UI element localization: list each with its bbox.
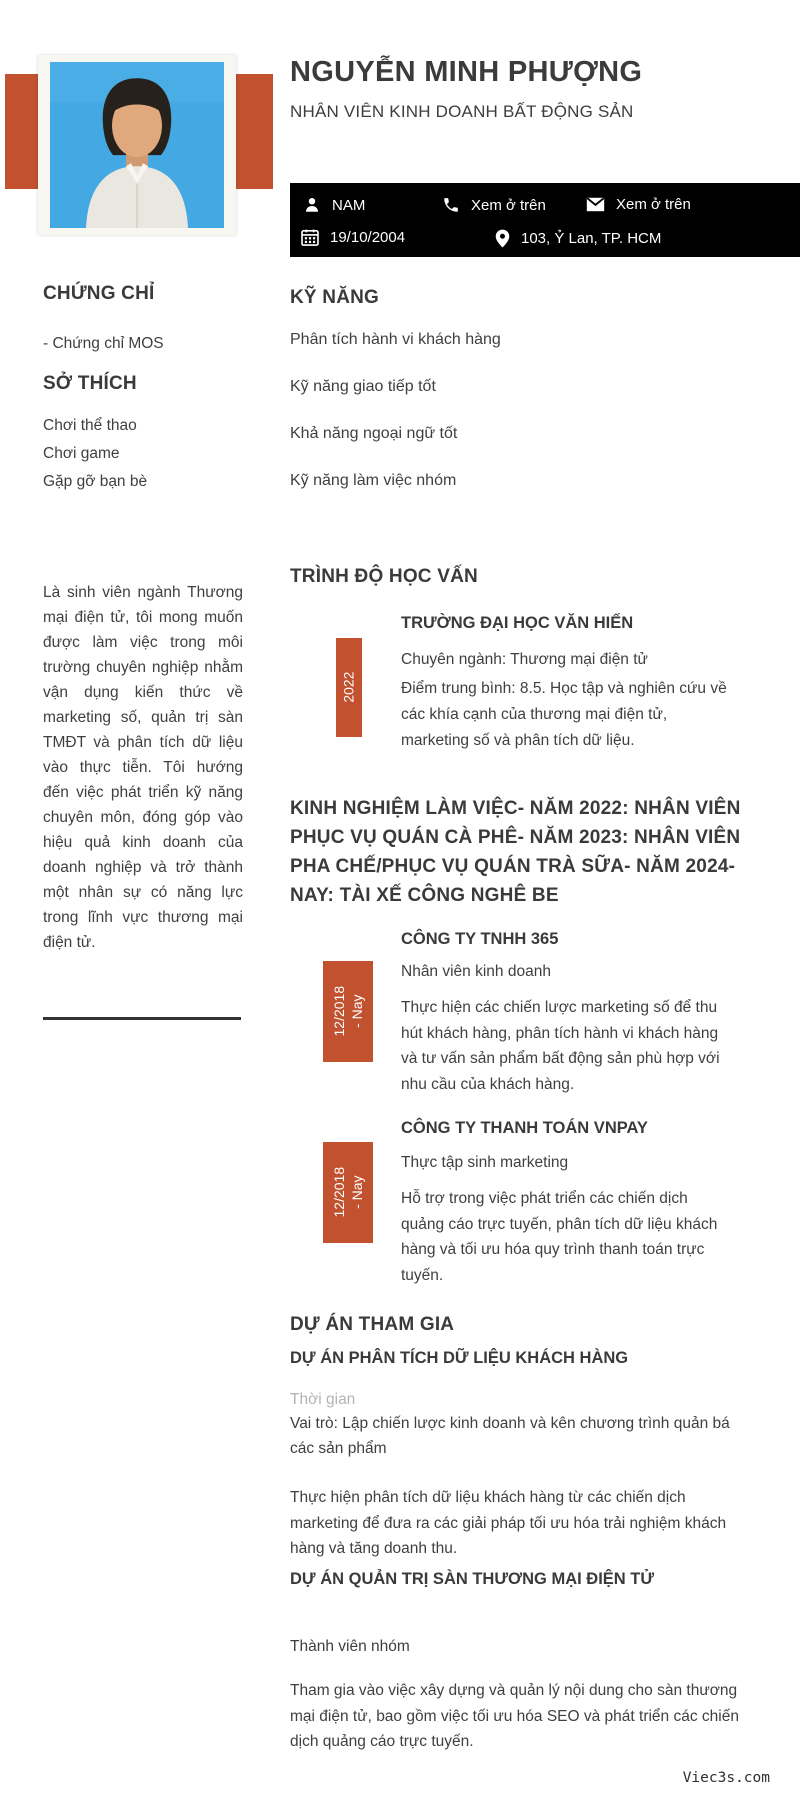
location-pin-icon [495,229,510,248]
experience-company: CÔNG TY TNHH 365 [401,930,559,948]
skills-list [290,331,501,519]
profile-photo-image [50,62,224,228]
skill-item: Phân tích hành vi khách hàng [290,331,501,348]
candidate-name: NGUYỄN MINH PHƯỢNG [290,56,643,88]
education-period: 2022 [340,671,357,704]
skill-item: Kỹ năng làm việc nhóm [290,472,457,489]
contact-info-bar [290,183,800,257]
project-name: DỰ ÁN QUẢN TRỊ SÀN THƯƠNG MẠI ĐIỆN TỬ [290,1570,655,1588]
info-gender [303,196,365,214]
project-description: Tham gia vào việc xây dựng và quản lý nội dung cho sàn thương mại điện tử, bao gồm việc tối ưu hóa SEO và phát triển các chiến dịch quảng cáo trực tuyến. [290,1682,739,1750]
accent-bar-left [5,74,42,189]
experience-heading: KINH NGHIỆM LÀM VIỆC- NĂM 2022: NHÂN VIÊN PHỤC VỤ QUÁN CÀ PHÊ- NĂM 2023: NHÂN VIÊN PHA CHẾ/PHỤC VỤ QUÁN TRÀ SỮA- NĂM 2024- NAY: TÀI XẾ CÔNG NGHÊ BE [290,798,741,906]
hobby-item: Chơi game [43,445,120,462]
info-email [586,196,691,213]
experience-period: 12/2018 - Nay [330,986,366,1037]
site-watermark: Viec3s.com [682,1770,770,1786]
portrait-illustration [50,62,224,228]
education-description: Điểm trung bình: 8.5. Học tập và nghiên cứu về các khía cạnh của thương mại điện tử, marketing số và phân tích dữ liệu. [401,680,727,749]
sidebar-divider [43,1017,241,1020]
info-email-value: Xem ở trên [616,196,691,213]
experience-period: 12/2018 - Nay [330,1167,366,1218]
experience-period-box [323,961,373,1062]
info-gender-value: NAM [332,196,366,214]
info-address-value: 103, Ỷ Lan, TP. HCM [521,230,662,247]
phone-icon [442,196,460,214]
envelope-icon [586,197,605,212]
projects-heading: DỰ ÁN THAM GIA [290,1314,455,1335]
education-period-box [336,638,362,737]
experience-role: Nhân viên kinh doanh [401,963,551,980]
experience-period-box [323,1142,373,1243]
experience-company: CÔNG TY THANH TOÁN VNPAY [401,1119,648,1137]
skill-item: Khả năng ngoại ngữ tốt [290,425,458,442]
skills-heading: KỸ NĂNG [290,287,380,308]
info-birthday [301,229,405,246]
experience-description: Hỗ trợ trong việc phát triển các chiến dịch quảng cáo trực tuyến, phân tích dữ liệu khách hàng và tối ưu hóa quy trình thanh toán trực tuyến. [401,1190,718,1284]
education-major: Chuyên ngành: Thương mại điện tử [401,651,648,668]
hobbies-heading: SỞ THÍCH [43,373,137,394]
project-role: Vai trò: Lập chiến lược kinh doanh và kên chương trình quản bá các sản phẩm [290,1415,730,1457]
project-role: Thành viên nhóm [290,1638,410,1655]
hobby-item: Chơi thể thao [43,417,137,434]
accent-bar-right [236,74,273,189]
skill-item: Kỹ năng giao tiếp tốt [290,378,436,395]
info-address [495,229,661,248]
job-title: NHÂN VIÊN KINH DOANH BẤT ĐỘNG SẢN [290,102,634,121]
project-description: Thực hiện phân tích dữ liệu khách hàng từ các chiến dịch marketing để đưa ra các giải pháp tối ưu hóa trải nghiệm khách hàng và tăng doanh thu. [290,1489,727,1557]
hobby-item: Gặp gỡ bạn bè [43,473,148,490]
profile-photo [38,55,236,235]
experience-description: Thực hiện các chiến lược marketing số để thu hút khách hàng, phân tích hành vi khách hàng và tư vấn sản phẩm bất động sản phù hợp với nhu cầu của khách hàng. [401,999,720,1093]
info-birthday-value: 19/10/2004 [330,229,406,246]
project-time-label: Thời gian [290,1391,356,1408]
info-phone-value: Xem ở trên [471,196,546,214]
certificates-heading: CHỨNG CHỈ [43,283,155,304]
education-heading: TRÌNH ĐỘ HỌC VẤN [290,566,478,587]
experience-role: Thực tập sinh marketing [401,1154,569,1171]
info-phone [442,196,546,214]
certificate-item: - Chứng chỉ MOS [43,335,164,352]
calendar-icon [301,229,319,246]
career-objective: Là sinh viên ngành Thương mại điện tử, tôi mong muốn được làm việc trong môi trường chuyên nghiệp nhằm vận dụng kiến thức về marketing số, quản trị sàn TMĐT và phân tích dữ liệu vào thực tiễn. Tôi hướng đến việc phát triển kỹ năng chuyên môn, đóng góp vào hiệu quả kinh doanh của doanh nghiệp và trở thành một nhân sự có năng lực trong lĩnh vực thương mại điện tử. [43,584,243,951]
education-school: TRƯỜNG ĐẠI HỌC VĂN HIẾN [401,614,634,632]
person-icon [303,196,321,214]
project-name: DỰ ÁN PHÂN TÍCH DỮ LIỆU KHÁCH HÀNG [290,1349,629,1367]
hobbies-list [43,412,147,496]
